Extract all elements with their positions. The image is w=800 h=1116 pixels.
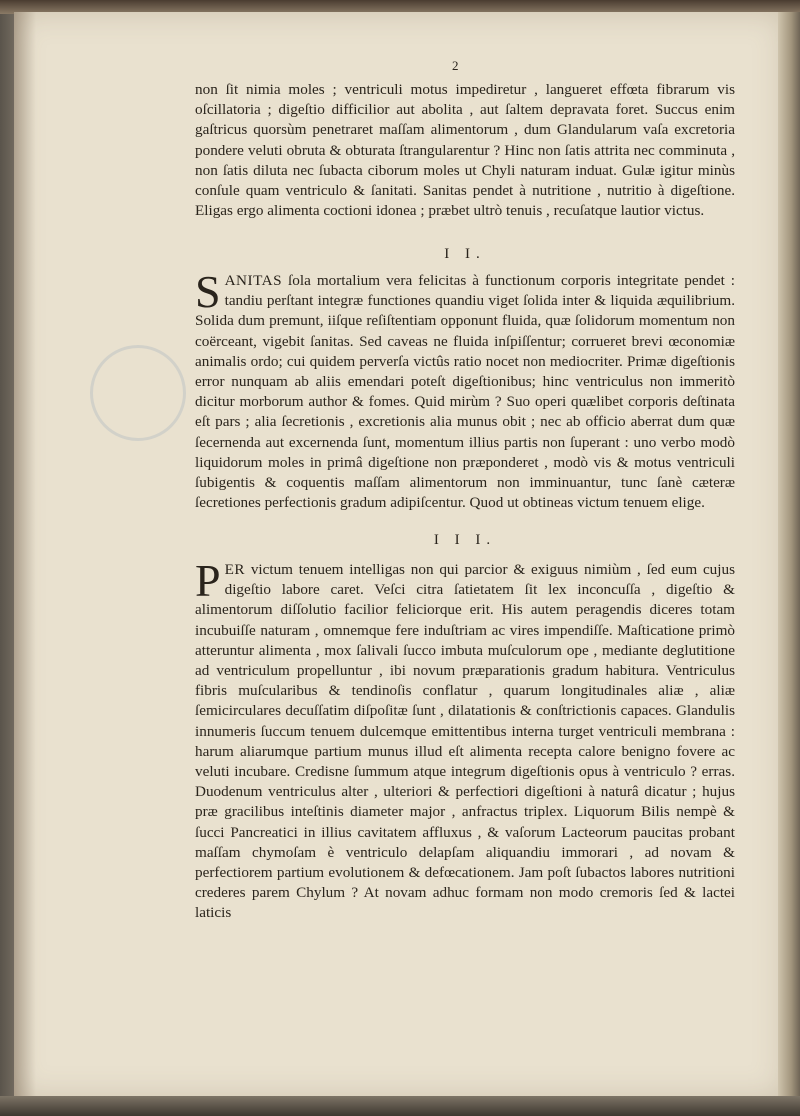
section-ii-caps: ANITAS [224,272,283,289]
dropcap-p: P [195,555,221,606]
bottom-edge [0,1096,800,1116]
intro-text: non ſit nimia moles ; ventriculi motus impediretur , langueret effœta fibrarum vis oſcillatoria ; digeſtio difficilior aut abolita , aut ſaltem depravata foret. Succus enim gaſtricus quorsùm penetraret maſſam alimentorum , dum Glandularum vaſa excretoria pondere veluti obruta & obturata ſtrangularentur ? Hinc non ſatis attrita nec comminuta , non ſatis diluta nec ſubacta ciborum moles ut Chyli naturam induat. Gulæ igitur minùs conſule quam ventriculo & ſanitati. Sanitas pendet à nutritione , nutritio à digeſtione. Eligas ergo alimenta coctioni idonea ; præbet ultrò tenuis , recuſatque lautior victus. [195,81,735,220]
page-number: 2 [452,58,459,73]
gutter-shadow [14,12,36,1098]
section-iii-caps: ER [224,561,246,578]
dropcap-s: S [195,266,221,317]
section-ii-paragraph [195,266,735,513]
section-iii-text: victum tenuem intelligas non qui parcior & exiguus nimiùm , ſed eum cujus digeſtio labore caret. Veſci citra ſatietatem ſit lex inconcuſſa , digeſtio & alimentorum diſſolutio facilior feliciorque erit. His autem peragendis diceres totam incubuiſſe naturam , omnemque fere induſtriam ac vires impendiſſe. Maſticatione primò atteruntur alimenta , mox ſalivali ſucco imbuta muſculorum ope , mediante deglutitione ad ventriculum propelluntur , ibi novum præparationis gradum habitura. Ventriculus fibris muſcularibus & tendinoſis conflatur , quarum longitudinales aliæ , aliæ ſemicirculares decuſſatim diſpoſitæ ſunt , dilatationis & conſtrictionis capaces. Glandulis innumeris ſuccum tenuem dulcemque emittentibus interna turget ventriculi membrana : harum aliarumque partium munus illud eſt alimenta recepta calore benigno fovere ac veluti incubare. Credisne ſummum atque integrum digeſtionis opus à ventriculo ? erras. Duodenum ventriculus alter , ulteriori & perfectiori digeſtioni à naturâ dicatur ; hujus præ gracilibus inteſtinis diameter major , anfractus triplex. Liquorum Bilis nempè & ſucci Pancreatici in illius cavitatem affluxus , & vaſorum Lacteorum paucitas probant maſſam chymoſam è ventriculo delapſam aliquandiu immorari , ad novam & perfectiorem partium evolutionem & defœcationem. Jam poſt ſubactos labores nutritioni crederes parem Chylum ? At novam adhuc formam non modo cremoris ſed & lactei laticis [195,561,735,922]
section-heading-ii: I I. [444,246,486,262]
intro-paragraph [195,80,735,221]
section-heading-iii: I I I. [433,532,497,548]
section-ii-text: ſola mortalium vera felicitas à functionum corporis integritate pendet : tandiu perſtant integræ functiones quandiu viget ſolida inter & liquida æquilibrium. Solida dum premunt, iiſque reſiſtentiam opponunt fluida, quæ ſolidorum momentum non coërceant, vigebit ſanitas. Sed caveas ne fluida inſpiſſentur; corrueret brevi œconomiæ animalis ordo; cui quidem perverſa victûs ratio nocet non mediocriter. Primæ digeſtionis error nunquam ab aliis emendari poteſt digeſtionibus; hinc ventriculus non immeritò dicitur morborum author & fomes. Quid mirùm ? Suo operi quælibet corporis deſtinata eſt pars ; alia ſecretionis , excretionis alia munus obit ; nec ab officio aberrat dum quæ ſecernenda aut excernenda ſunt, momentum illius partis non ſuperant : uno verbo modò liquidorum moles in primâ digeſtione non præponderet , modò vis & motus ventriculi ſubigentis & coquentis maſſam alimentorum non imminuantur, tunc ſanè cæteræ ſecretiones perfectionis gradum adipiſcentur. Quod ut obtineas victum tenuem elige. [195,272,735,512]
section-iii-paragraph [195,555,735,924]
page-stack-edge [778,12,800,1102]
library-stamp-faded [90,345,186,441]
